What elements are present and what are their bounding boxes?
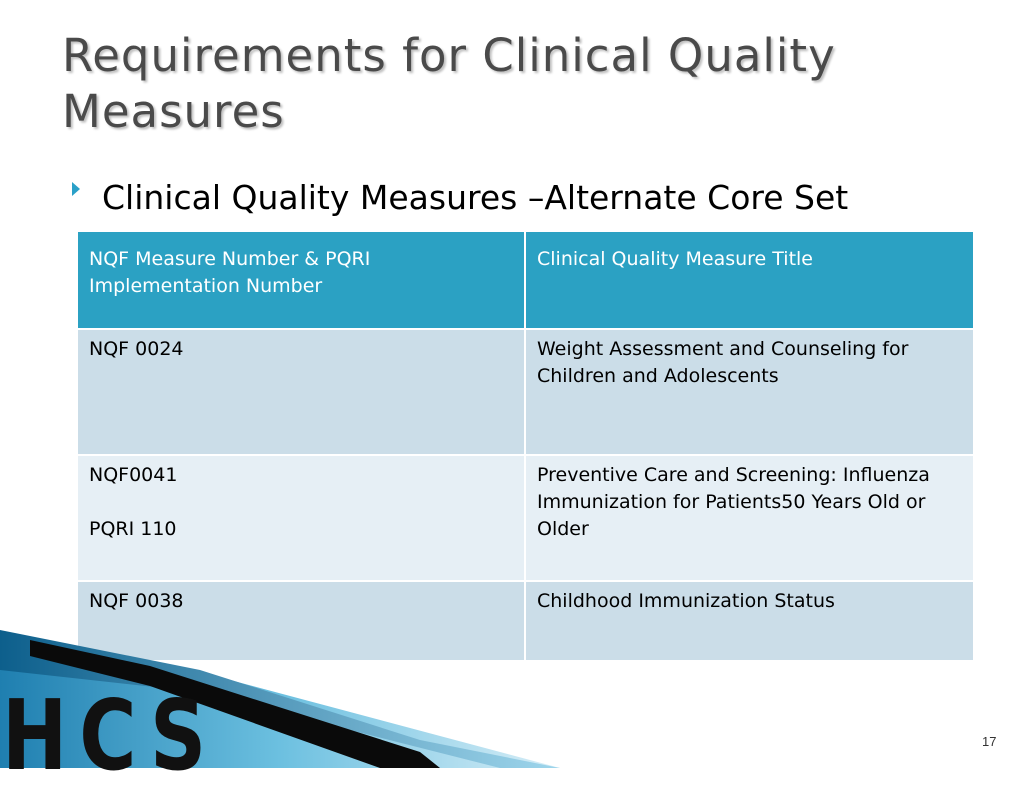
header-measure-title: Clinical Quality Measure Title	[525, 231, 974, 329]
measure-number: NQF 0038	[89, 590, 184, 612]
measure-title-cell: Preventive Care and Screening: Influenza Immunization for Patients50 Years Old or Older	[525, 455, 974, 581]
measure-number: NQF0041	[89, 464, 178, 486]
table-row	[77, 329, 974, 455]
measure-title-cell: Weight Assessment and Counseling for Children and Adolescents	[525, 329, 974, 455]
header-measure-number: NQF Measure Number & PQRI Implementation Number	[77, 231, 525, 329]
measure-number-cell	[77, 455, 525, 581]
measures-table	[76, 230, 975, 662]
bullet-text: Clinical Quality Measures –Alternate Core Set	[102, 178, 849, 217]
measure-number-cell	[77, 329, 525, 455]
triangle-bullet-icon	[72, 182, 80, 196]
page-number: 17	[982, 734, 997, 749]
table-header-row	[77, 231, 974, 329]
bullet-item	[72, 176, 848, 220]
table-row	[77, 455, 974, 581]
measure-number: NQF 0024	[89, 338, 184, 360]
slide-title: Requirements for Clinical Quality Measures	[62, 29, 836, 138]
hcs-logo-text: HCS	[2, 680, 219, 793]
measure-title-cell: Childhood Immunization Status	[525, 581, 974, 661]
pqri-number: PQRI 110	[89, 518, 177, 540]
line-gap	[89, 489, 513, 516]
